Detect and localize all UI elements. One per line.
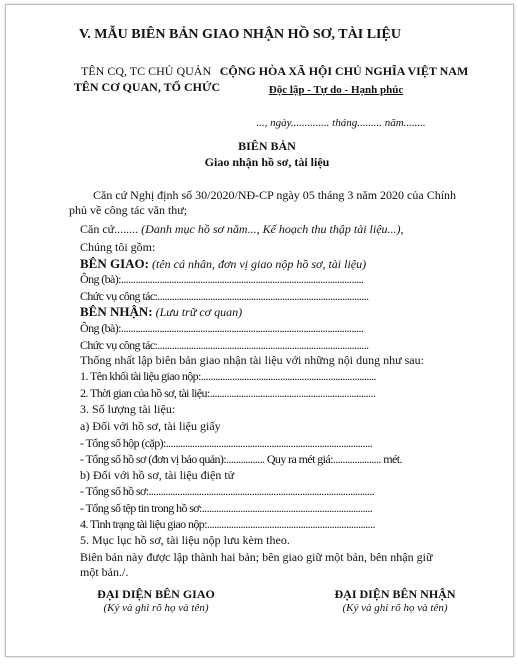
item-3a-boxes: - Tổng số hộp (cặp):...................................................................................... [80, 436, 373, 450]
basis-line-2: phủ về công tác văn thư; [69, 203, 188, 217]
receiver-position-field: Chức vụ công tác:........................................................................................ [80, 338, 369, 352]
item-4: 4. Tình trạng tài liệu giao nộp:...................................................................... [80, 517, 375, 531]
receiver-signature-title: ĐẠI DIỆN BÊN NHẬN [334, 587, 456, 601]
item-5: 5. Mục lục hồ sơ, tài liệu nộp lưu kèm theo. [80, 533, 290, 547]
basis-2-prefix: Căn cứ........ [80, 222, 139, 236]
item-3a: a) Đối với hồ sơ, tài liệu giấy [80, 419, 221, 433]
giver-label: BÊN GIAO: [80, 256, 149, 271]
receiver-name-field: Ông (bà):..................................................................................................... [80, 321, 364, 335]
section-heading: V. MẪU BIÊN BẢN GIAO NHẬN HỒ SƠ, TÀI LIỆU [79, 27, 401, 42]
item-3b: b) Đối với hồ sơ, tài liệu điện tử [80, 468, 235, 482]
document-page [5, 4, 514, 657]
basis-2-note: (Danh mục hồ sơ năm..., Kế hoạch thu thập tài liệu...), [141, 222, 404, 236]
document-subtitle: Giao nhận hồ sơ, tài liệu [204, 155, 330, 169]
country-name: CỘNG HÒA XÃ HỘI CHỦ NGHĨA VIỆT NAM [219, 64, 469, 78]
agency-name: TÊN CƠ QUAN, TỔ CHỨC [73, 80, 221, 94]
receiver-signature-note: (Ký và ghi rõ họ và tên) [342, 602, 448, 614]
item-3a-files: - Tổng số hồ sơ (đơn vị bảo quản):................ Quy ra mét giá:.................... mét. [80, 452, 402, 466]
item-2: 2. Thời gian của hồ sơ, tài liệu:..................................................................... [80, 386, 376, 400]
agency-parent: TÊN CQ, TC CHỦ QUẢN [81, 64, 212, 78]
motto: Độc lập - Tự do - Hạnh phúc [268, 84, 404, 96]
giver-signature-title: ĐẠI DIỆN BÊN GIAO [97, 587, 215, 601]
item-1: 1. Tên khối tài liệu giao nộp:......................................................................... [80, 369, 376, 383]
document-title: BIÊN BẢN [238, 139, 296, 153]
item-3: 3. Số lượng tài liệu: [80, 402, 176, 416]
item-3b-files: - Tổng số hồ sơ:.............................................................................................. [80, 484, 375, 498]
receiver-label: BÊN NHẬN: [80, 304, 153, 319]
closing-line-1: Biên bản này được lập thành hai bản; bên giao giữ một bản, bên nhận giữ [80, 550, 433, 564]
giver-note: (tên cá nhân, đơn vị giao nộp hồ sơ, tài liệu) [151, 257, 367, 271]
closing-line-2: một bản./. [80, 565, 129, 579]
giver-name-field: Ông (bà):..................................................................................................... [80, 272, 364, 286]
date-line: ..., ngày.............. tháng......... năm........ [256, 117, 426, 129]
receiver-note: (Lưu trữ cơ quan) [155, 305, 243, 319]
giver-position-field: Chức vụ công tác:........................................................................................ [80, 289, 369, 303]
item-3b-digital: - Tổng số tệp tin trong hồ sơ:....................................................................... [80, 501, 373, 515]
basis-line-1: Căn cứ Nghị định số 30/2020/NĐ-CP ngày 05 tháng 3 năm 2020 của Chính [93, 188, 457, 202]
we-are: Chúng tôi gồm: [80, 240, 156, 254]
agreement-line: Thống nhất lập biên bản giao nhận tài liệu với những nội dung như sau: [80, 353, 424, 367]
giver-signature-note: (Ký và ghi rõ họ và tên) [103, 602, 209, 614]
